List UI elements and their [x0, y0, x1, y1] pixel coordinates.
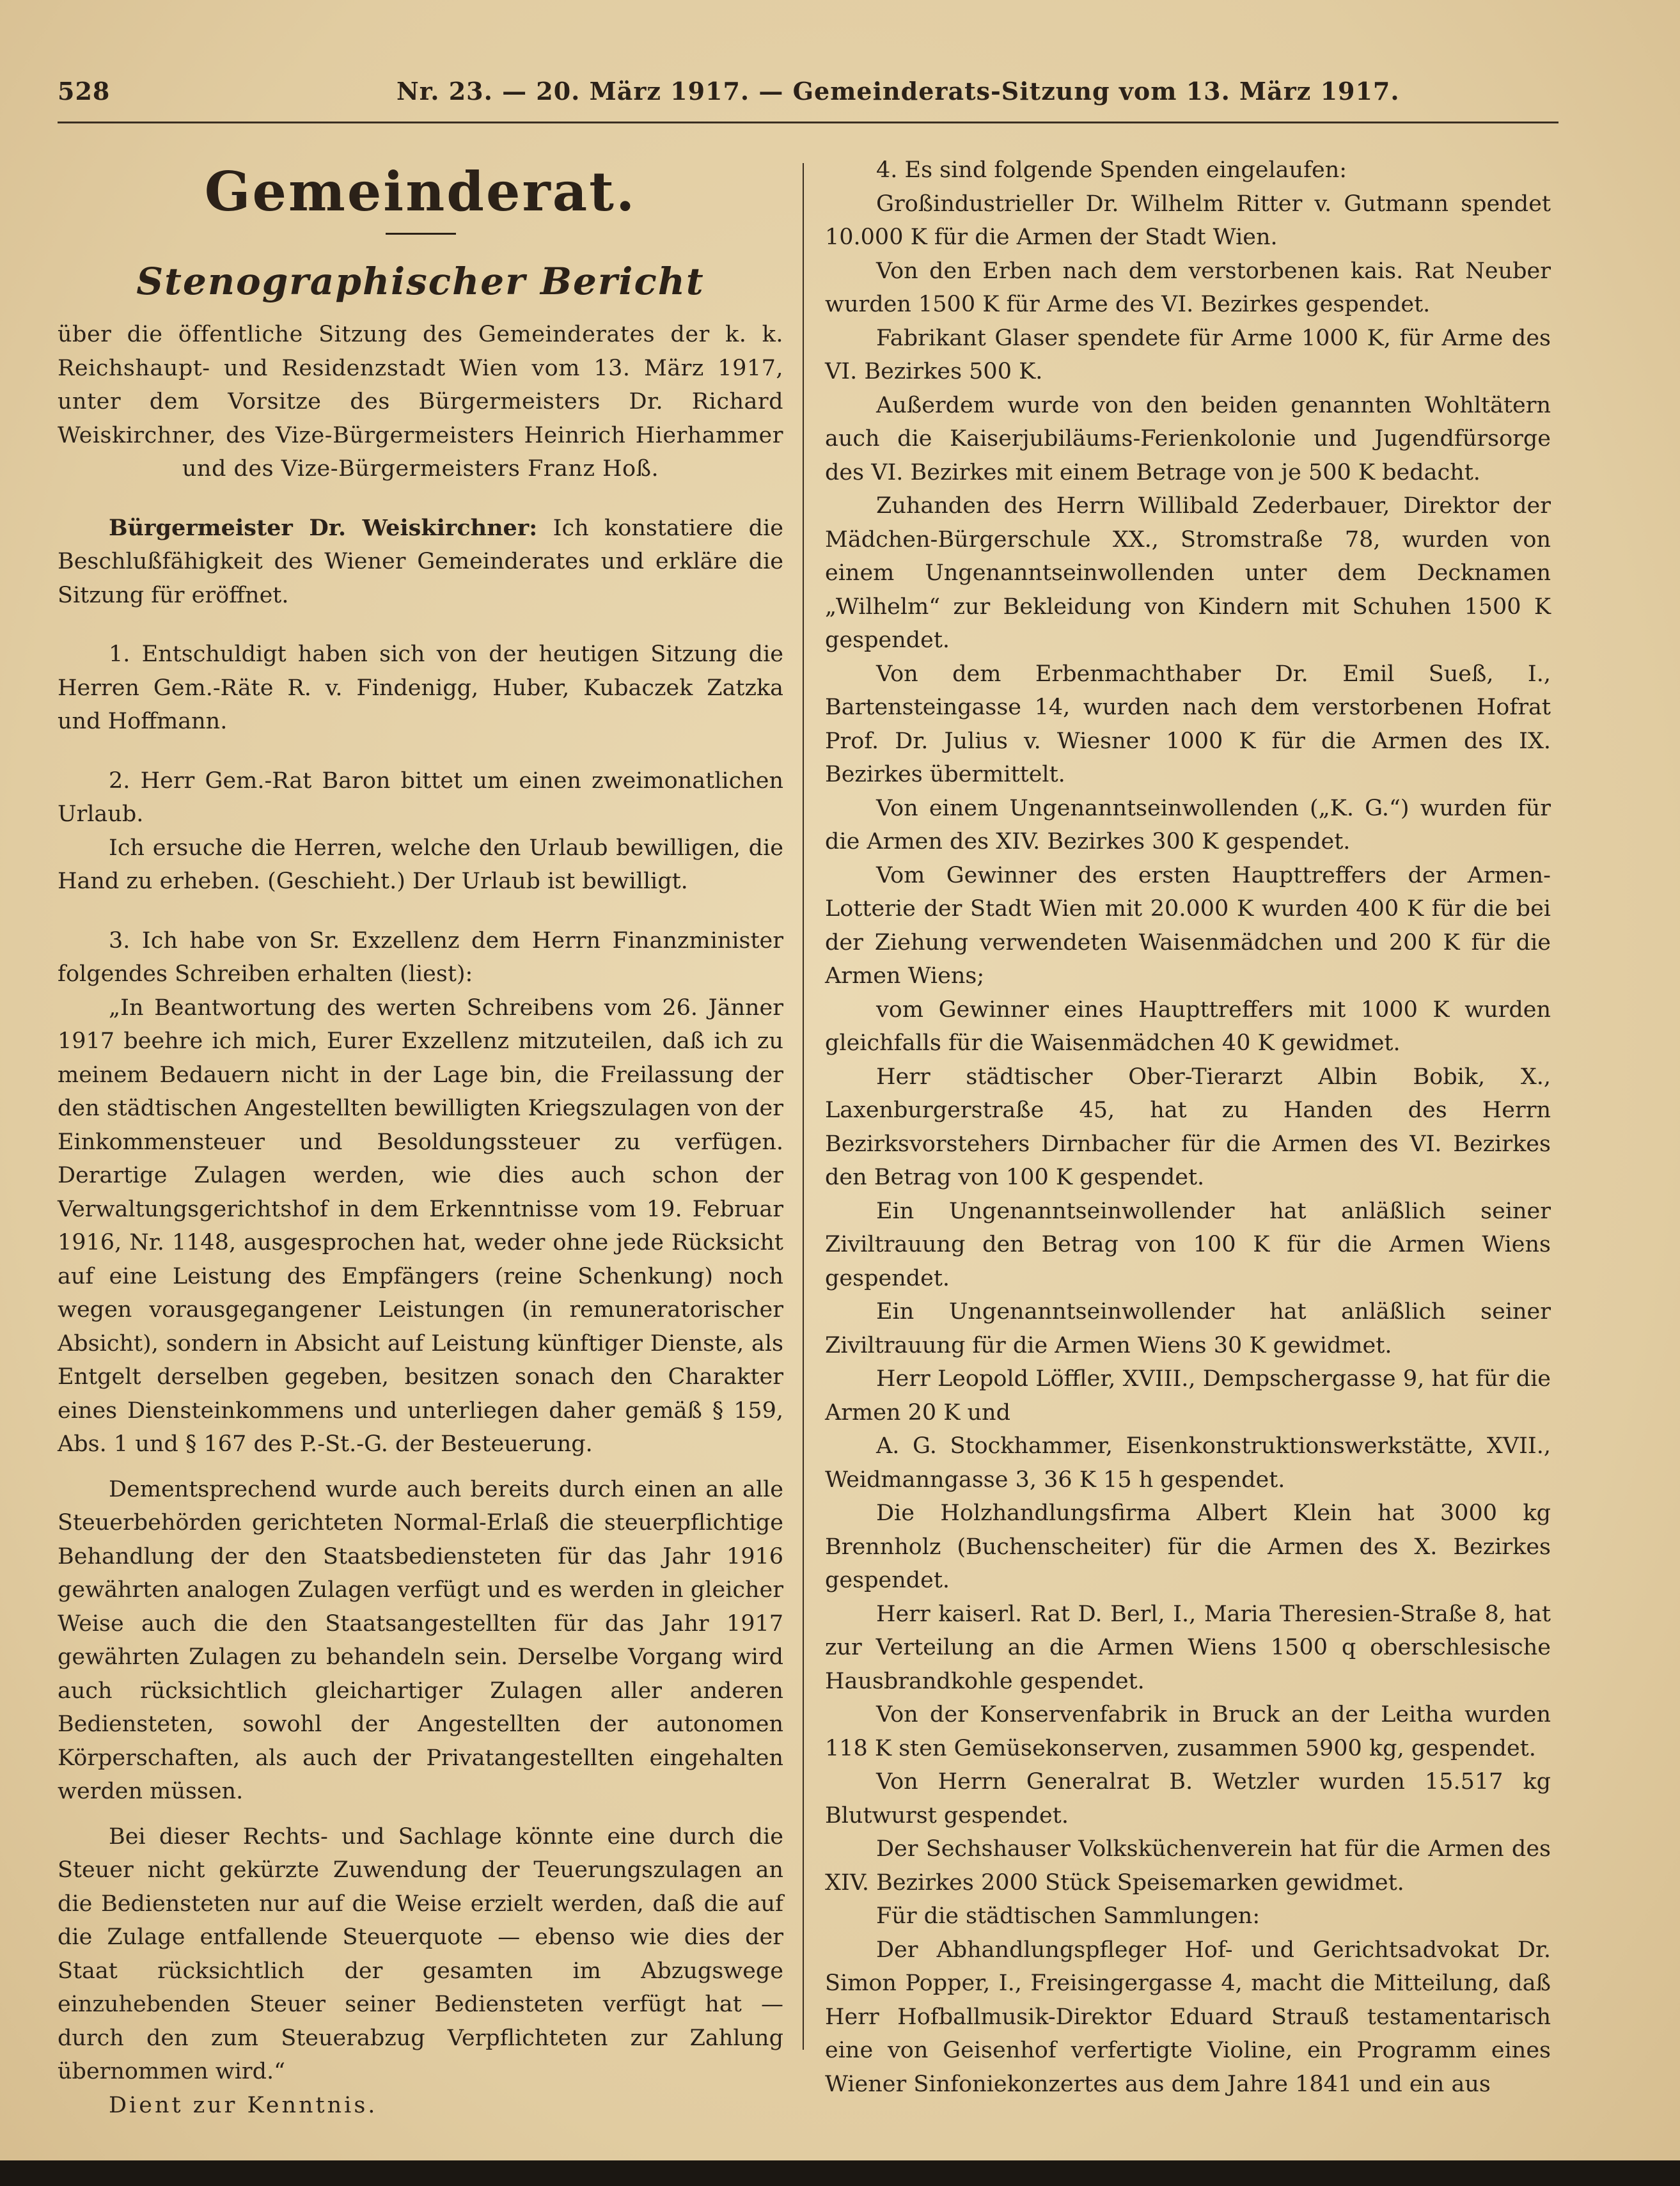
donation-neuber: Von den Erben nach dem verstorbenen kais. Rat Neuber wurden 1500 K für Arme des VI. Bezirkes gespendet. [825, 258, 1551, 317]
donation-konservenfabrik: Von der Konservenfabrik in Bruck an der Leitha wurden 118 K sten Gemüsekonserven, zusammen 5900 kg, gespendet. [825, 1702, 1551, 1761]
item-3-noted: Dient zur Kenntnis. [109, 2092, 378, 2118]
donation-zederbauer: Zuhanden des Herrn Willibald Zederbauer, Direktor der Mädchen-Bürgerschule XX., Stromstraße 78, wurden von einem Ungenanntseinwollenden unter dem Decknamen „Wilhelm“ zur Bekleidung von Kindern mit Schuhen 1500 K gespendet. [825, 493, 1551, 653]
right-column [825, 153, 1551, 2101]
donation-kg: Von einem Ungenanntseinwollenden („K. G.“) wurden für die Armen des XIV. Bezirkes 300 K gespendet. [825, 795, 1551, 854]
donations-heading: 4. Es sind folgende Spenden eingelaufen: [876, 157, 1347, 183]
item-3-letter-intro: 3. Ich habe von Sr. Exzellenz dem Herrn Finanzminister folgendes Schreiben erhalten (liest): [58, 927, 783, 987]
donation-glaser: Fabrikant Glaser spendete für Arme 1000 K, für Arme des VI. Bezirkes 500 K. [825, 325, 1551, 384]
item-3-letter-body: „In Beantwortung des werten Schreibens vom 26. Jänner 1917 beehre ich mich, Eurer Exzellenz mitzuteilen, daß ich zu meinem Bedauern nicht in der Lage bin, die Freilassung der den städtischen Angestellten bewilligten Kriegszulagen von der Einkommensteuer und Besoldungssteuer zu verfügen. Derartige Zulagen werden, wie dies auch schon der Verwaltungsgerichtshof in dem Erkenntnisse vom 19. Februar 1916, Nr. 1148, ausgesprochen hat, weder ohne jede Rücksicht auf eine Leistung des Empfängers (reine Schenkung) noch wegen vorausgegangener Leistungen (in remuneratorischer Absicht), sondern in Absicht auf Leistung künftiger Dienste, als Entgelt derselben gegeben, besitzen sonach den Charakter eines Diensteinkommens und unterliegen daher gemäß § 159, Abs. 1 und § 167 des P.-St.-G. der Besteuerung. [58, 995, 783, 1457]
donation-bobik: Herr städtischer Ober-Tierarzt Albin Bobik, X., Laxenburgerstraße 45, hat zu Handen des Herrn Bezirksvorstehers Dirnbacher für die Armen des VI. Bezirkes den Betrag von 100 K gespendet. [825, 1064, 1551, 1190]
donation-lottery-2: vom Gewinner eines Haupttreffers mit 1000 K wurden gleichfalls für die Waisenmädchen 40 K gewidmet. [825, 996, 1551, 1056]
donation-loeffler: Herr Leopold Löffler, XVIII., Dempschergasse 9, hat für die Armen 20 K und [825, 1366, 1551, 1426]
running-title: Nr. 23. — 20. März 1917. — Gemeinderats-Sitzung vom 13. März 1917. [396, 77, 1400, 106]
donation-wetzler: Von Herrn Generalrat B. Wetzler wurden 15.517 kg Blutwurst gespendet. [825, 1769, 1551, 1828]
donation-berl: Herr kaiserl. Rat D. Berl, I., Maria Theresien-Straße 8, hat zur Verteilung an die Armen Wiens 1500 q oberschlesische Hausbrandkohle gespendet. [825, 1601, 1551, 1694]
donation-stockhammer: A. G. Stockhammer, Eisenkonstruktionswerkstätte, XVII., Weidmanngasse 3, 36 K 15 h gespendet. [825, 1433, 1551, 1493]
opening-text: Ich konstatiere die Beschlußfähigkeit des Wiener Gemeinderates und erkläre die Sitzung für eröffnet. [58, 515, 783, 608]
item-3-letter-conclusion: Bei dieser Rechts- und Sachlage könnte eine durch die Steuer nicht gekürzte Zuwendung der Teuerungszulagen an die Bediensteten nur auf die Weise erzielt werden, daß die auf die Zulage entfallende Steuerquote — ebenso wie dies der Staat rücksichtlich der gesamten im Abzugswege einzuhebenden Steuer seiner Bediensteten verfügt hat — durch den zum Steuerabzug Verpflichteten zur Zahlung übernommen wird.“ [58, 1823, 783, 2084]
session-lead: über die öffentliche Sitzung des Gemeinderates der k. k. Reichshaupt- und Residenzstadt Wien vom 13. März 1917, unter dem Vorsitze des Bürgermeisters Dr. Richard Weiskirchner, des Vize-Bürgermeisters Heinrich Hierhammer und des Vize-Bürgermeisters Franz Hoß. [58, 322, 783, 482]
donation-gutmann: Großindustrieller Dr. Wilhelm Ritter v. Gutmann spendet 10.000 K für die Armen der Stadt Wien. [825, 191, 1551, 250]
donation-ferienkolonie: Außerdem wurde von den beiden genannten Wohltätern auch die Kaiserjubiläums-Ferienkolonie und Jugendfürsorge des VI. Bezirkes mit einem Betrage von je 500 K bedacht. [825, 392, 1551, 485]
collections-popper: Der Abhandlungspfleger Hof- und Gerichtsadvokat Dr. Simon Popper, I., Freisingergasse 4, macht die Mitteilung, daß Herr Hofballmusik-Direktor Eduard Strauß testamentarisch eine von Geisenhof verfertigte Violine, ein Programm eines Wiener Sinfoniekonzertes aus dem Jahre 1841 und ein aus [825, 1937, 1551, 2097]
item-2-vote: Ich ersuche die Herren, welche den Urlaub bewilligen, die Hand zu erheben. (Geschieht.) Der Urlaub ist bewilligt. [58, 835, 783, 894]
page-number: 528 [58, 77, 111, 106]
speaker-name: Bürgermeister Dr. Weiskirchner: [109, 514, 538, 541]
donation-lottery: Vom Gewinner des ersten Haupttreffers der Armen-Lotterie der Stadt Wien mit 20.000 K wurden 400 K für die bei der Ziehung verwendeten Waisenmädchen und 200 K für die Armen Wiens; [825, 862, 1551, 989]
masthead-rule [386, 233, 456, 235]
masthead-title: Gemeinderat. [204, 160, 637, 223]
column-rule [803, 163, 804, 2050]
donation-anonymous-1: Ein Ungenanntseinwollender hat anläßlich seiner Ziviltrauung den Betrag von 100 K für die Armen Wiens gespendet. [825, 1198, 1551, 1291]
donation-volkskuechenverein: Der Sechshauser Volksküchenverein hat für die Armen des XIV. Bezirkes 2000 Stück Speisemarken gewidmet. [825, 1836, 1551, 1896]
donation-suess: Von dem Erbenmachthaber Dr. Emil Sueß, I., Bartensteingasse 14, wurden nach dem verstorbenen Hofrat Prof. Dr. Julius v. Wiesner 1000 K für die Armen des IX. Bezirkes übermittelt. [825, 661, 1551, 787]
item-3-letter-decree: Dementsprechend wurde auch bereits durch einen an alle Steuerbehörden gerichteten Normal-Erlaß die steuerpflichtige Behandlung der den Staatsbediensteten für das Jahr 1916 gewährten analogen Zulagen verfügt und es werden in gleicher Weise auch die den Staatsangestellten für das Jahr 1917 gewährten Zulagen zu behandeln sein. Derselbe Vorgang wird auch rücksichtlich gleichartiger Zulagen aller anderen Bediensteten, sowohl der Angestellten der autonomen Körperschaften, als auch der Privatangestellten eingehalten werden müssen. [58, 1476, 783, 1804]
header-rule [58, 122, 1558, 123]
scan-edge [0, 2160, 1680, 2186]
left-column [58, 153, 783, 2122]
report-subtitle: Stenographischer Bericht [136, 260, 705, 303]
collections-heading: Für die städtischen Sammlungen: [876, 1903, 1260, 1929]
donation-anonymous-2: Ein Ungenanntseinwollender hat anläßlich seiner Ziviltrauung für die Armen Wiens 30 K gewidmet. [825, 1299, 1551, 1358]
item-2-leave: 2. Herr Gem.-Rat Baron bittet um einen zweimonatlichen Urlaub. [58, 767, 783, 827]
donation-klein: Die Holzhandlungsfirma Albert Klein hat 3000 kg Brennholz (Buchenscheiter) für die Armen des X. Bezirkes gespendet. [825, 1500, 1551, 1593]
opening-paragraph [58, 512, 783, 613]
item-1-excused: 1. Entschuldigt haben sich von der heutigen Sitzung die Herren Gem.-Räte R. v. Findenigg, Huber, Kubaczek Zatzka und Hoffmann. [58, 641, 783, 734]
running-header [58, 77, 1552, 115]
